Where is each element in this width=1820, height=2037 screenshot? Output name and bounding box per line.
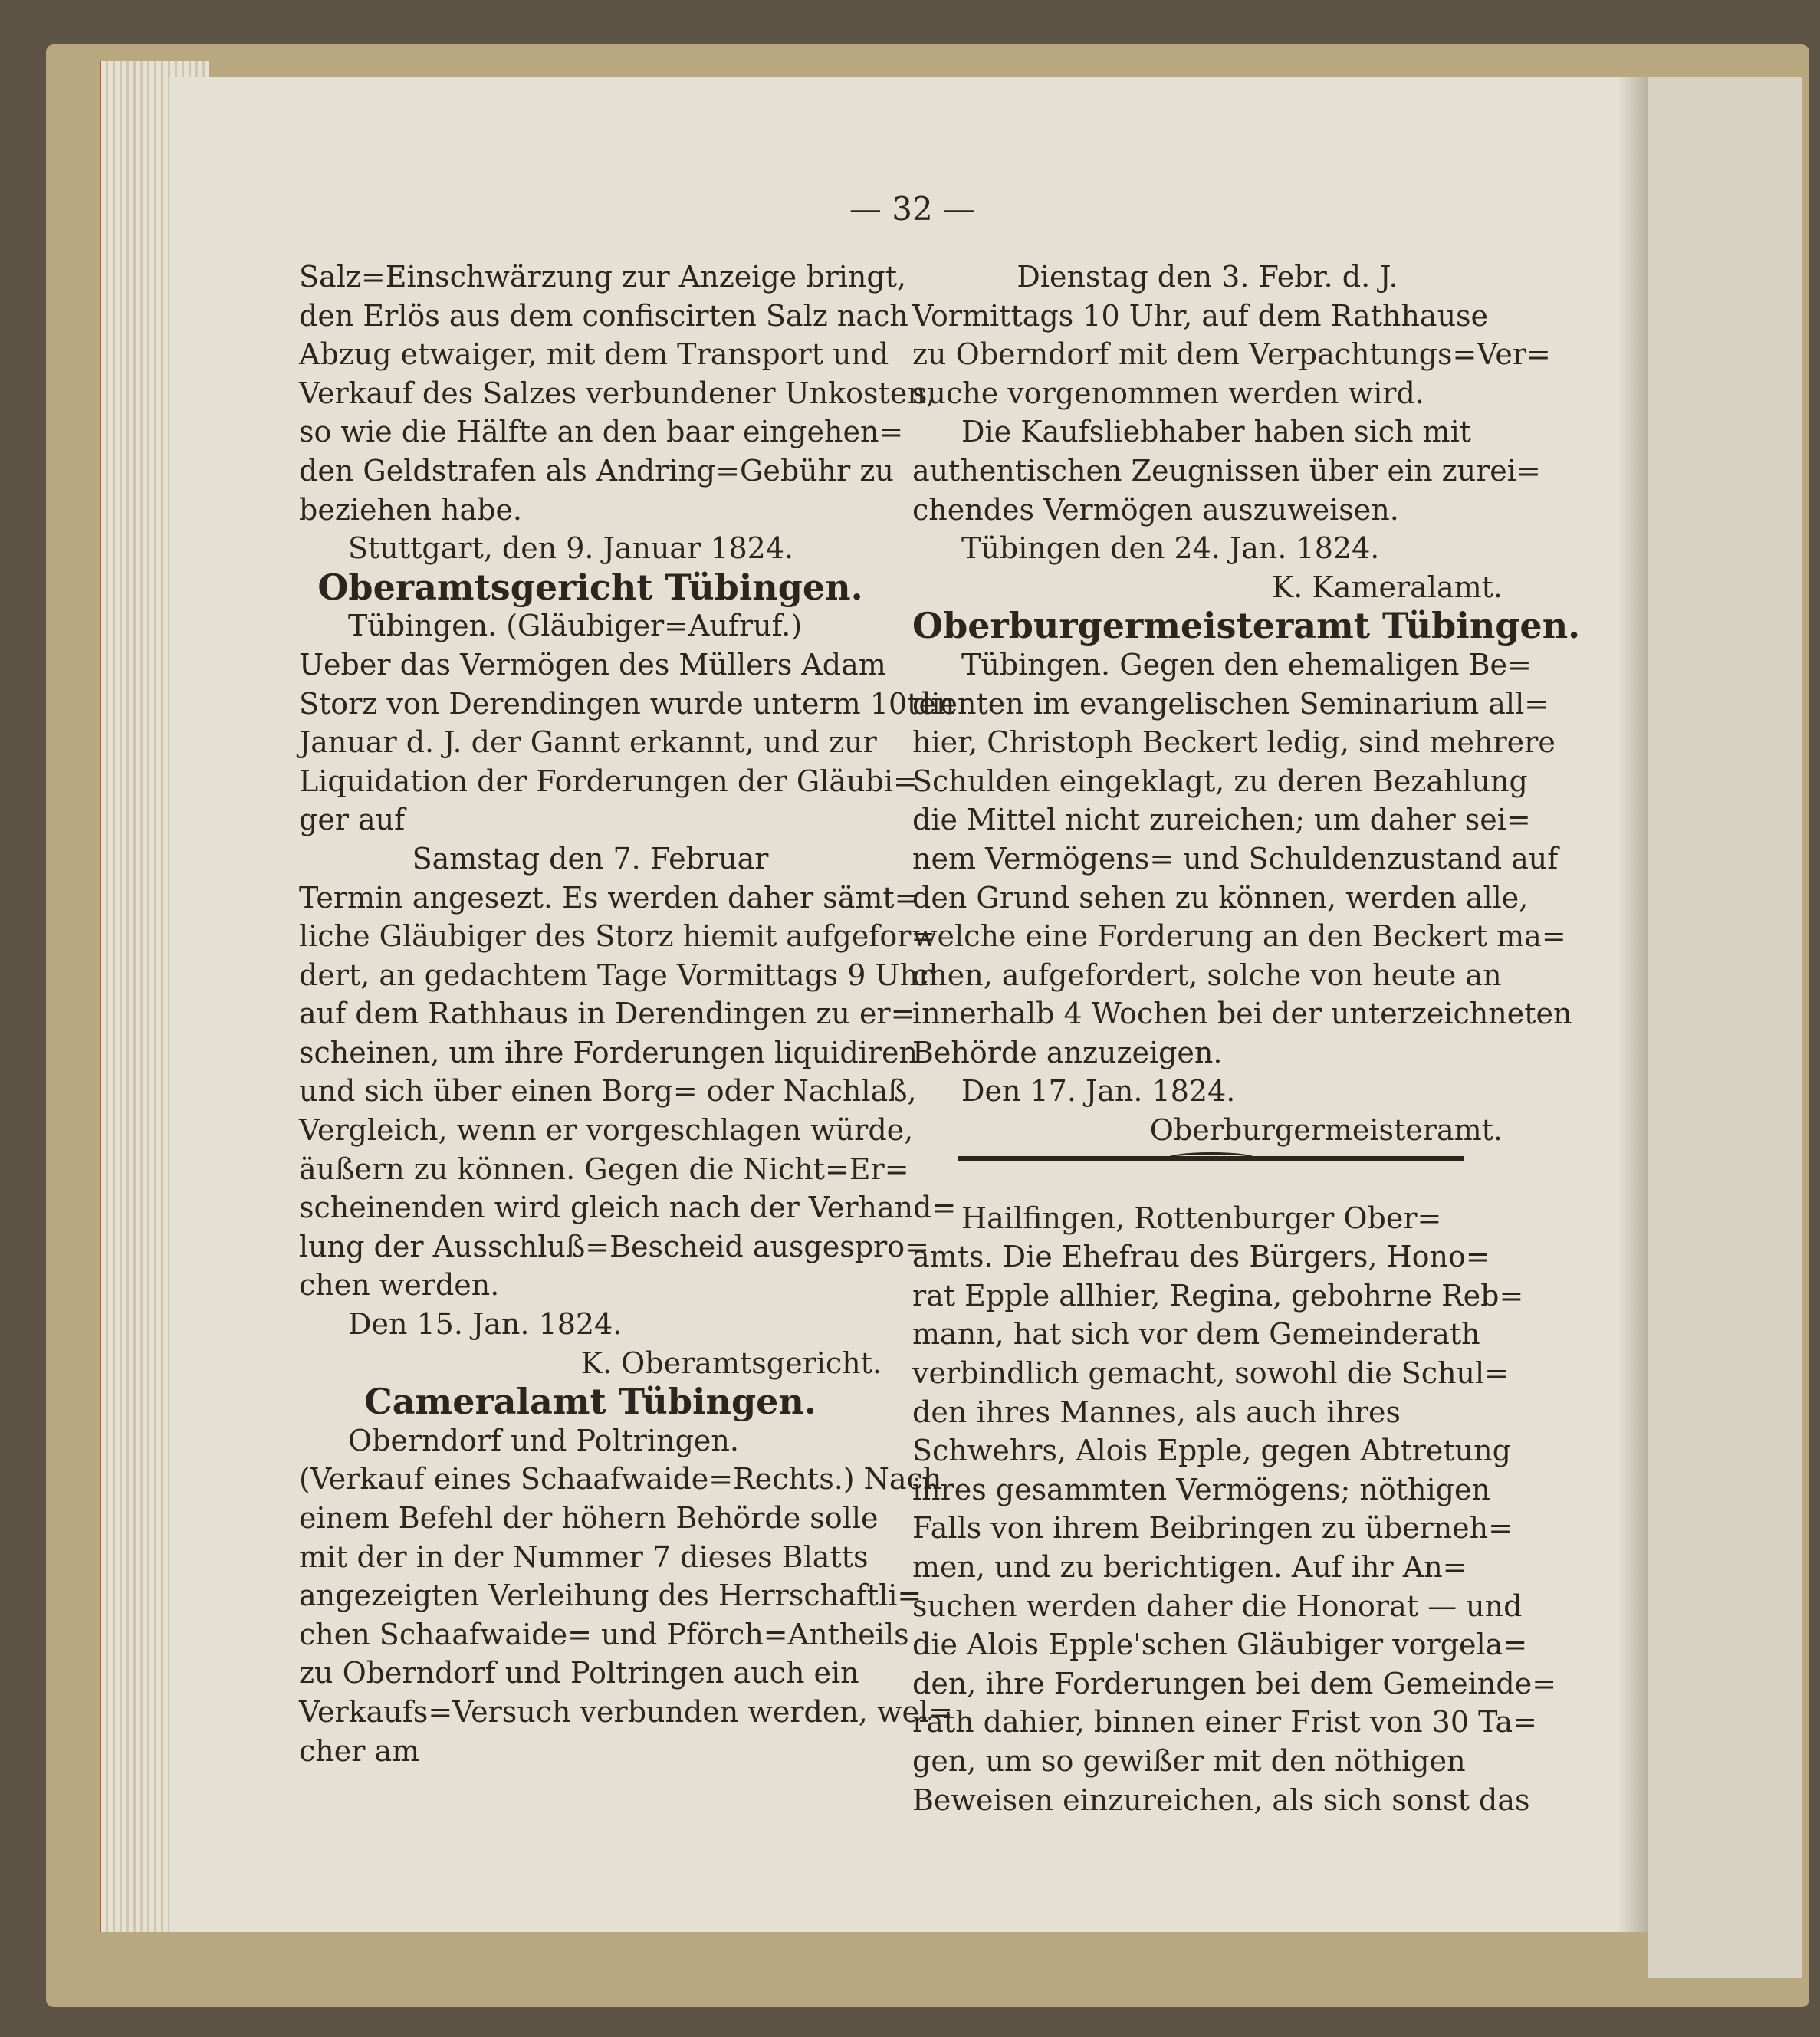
text-line: chen werden. bbox=[299, 1268, 500, 1303]
facing-page bbox=[1648, 77, 1802, 1978]
text-line: angezeigten Verleihung des Herrschaftli= bbox=[299, 1579, 922, 1613]
text-line: ihres gesammten Vermögens; nöthigen bbox=[912, 1472, 1490, 1506]
date-centered: Dienstag den 3. Febr. d. J. bbox=[1017, 260, 1398, 294]
text-line: Oberndorf und Poltringen. bbox=[348, 1423, 739, 1457]
text-line: chen, aufgefordert, solche von heute an bbox=[912, 958, 1502, 992]
text-line: verbindlich gemacht, sowohl die Schul= bbox=[912, 1356, 1510, 1391]
page-number: — 32 — bbox=[849, 190, 976, 228]
text-line: Beweisen einzureichen, als sich sonst das bbox=[912, 1782, 1530, 1817]
text-line: Abzug etwaiger, mit dem Transport und bbox=[299, 337, 889, 372]
text-line: suchen werden daher die Honorat — und bbox=[912, 1589, 1523, 1623]
text-line: liche Gläubiger des Storz hiemit aufgefor= bbox=[299, 919, 936, 954]
right-column bbox=[912, 258, 1581, 1819]
left-column bbox=[299, 258, 957, 1770]
text-line: Storz von Derendingen wurde unterm 10ten bbox=[299, 686, 955, 721]
text-line: beziehen habe. bbox=[299, 492, 523, 527]
text-line: und sich über einen Borg= oder Nachlaß, bbox=[299, 1074, 917, 1109]
text-line: Die Kaufsliebhaber haben sich mit bbox=[961, 415, 1472, 449]
text-line: Ueber das Vermögen des Müllers Adam bbox=[299, 647, 886, 682]
text-line: scheinen, um ihre Forderungen liquidiren bbox=[299, 1035, 918, 1069]
text-line: mit der in der Nummer 7 dieses Blatts bbox=[299, 1539, 869, 1574]
signature: K. Oberamtsgericht. bbox=[580, 1345, 882, 1380]
text-line: Liquidation der Forderungen der Gläubi= bbox=[299, 764, 918, 798]
text-line: Januar d. J. der Gannt erkannt, und zur bbox=[299, 725, 877, 760]
text-line: men, und zu berichtigen. Auf ihr An= bbox=[912, 1550, 1467, 1584]
text-line: Hailfingen, Rottenburger Ober= bbox=[961, 1201, 1442, 1235]
text-line: den Geldstrafen als Andring=Gebühr zu bbox=[299, 453, 894, 488]
text-line: welche eine Forderung an den Beckert ma= bbox=[912, 919, 1566, 954]
text-line: gen, um so gewißer mit den nöthigen bbox=[912, 1743, 1466, 1778]
text-line: den ihres Mannes, als auch ihres bbox=[912, 1395, 1401, 1429]
text-line: Tübingen. Gegen den ehemaligen Be= bbox=[961, 647, 1532, 682]
text-line: rath dahier, binnen einer Frist von 30 Ta= bbox=[912, 1705, 1537, 1740]
text-line: chendes Vermögen auszuweisen. bbox=[912, 492, 1399, 527]
section-heading: Cameralamt Tübingen. bbox=[364, 1381, 816, 1423]
text-line: cher am bbox=[299, 1733, 420, 1768]
text-line: Schulden eingeklagt, zu deren Bezahlung bbox=[912, 764, 1528, 798]
text-line: rat Epple allhier, Regina, gebohrne Reb= bbox=[912, 1278, 1524, 1313]
text-line: (Verkauf eines Schaafwaide=Rechts.) Nach bbox=[299, 1462, 942, 1497]
text-line: amts. Die Ehefrau des Bürgers, Hono= bbox=[912, 1240, 1490, 1274]
text-line: Termin angesezt. Es werden daher sämt= bbox=[299, 880, 919, 915]
section-heading: Oberamtsgericht Tübingen. bbox=[317, 566, 863, 608]
text-line: Verkaufs=Versuch verbunden werden, wel= bbox=[299, 1694, 953, 1729]
text-line: die Alois Epple'schen Gläubiger vorgela= bbox=[912, 1628, 1528, 1662]
text-line: auf dem Rathhaus in Derendingen zu er= bbox=[299, 997, 915, 1031]
text-line: dert, an gedachtem Tage Vormittags 9 Uhr bbox=[299, 958, 933, 992]
text-line: hier, Christoph Beckert ledig, sind mehrere bbox=[912, 725, 1556, 760]
text-line: Tübingen. (Gläubiger=Aufruf.) bbox=[348, 609, 803, 643]
text-line: innerhalb 4 Wochen bei der unterzeichneten bbox=[912, 997, 1572, 1031]
separator-ornament bbox=[1165, 1152, 1257, 1165]
text-line: den Erlös aus dem confiscirten Salz nach bbox=[299, 298, 908, 333]
text-line: zu Oberndorf und Poltringen auch ein bbox=[299, 1656, 859, 1690]
text-line: authentischen Zeugnissen über ein zurei= bbox=[912, 453, 1541, 488]
date-centered: Samstag den 7. Februar bbox=[412, 841, 769, 876]
dateline: Stuttgart, den 9. Januar 1824. bbox=[348, 531, 794, 566]
text-line: äußern zu können. Gegen die Nicht=Er= bbox=[299, 1152, 909, 1186]
text-line: einem Befehl der höhern Behörde solle bbox=[299, 1501, 879, 1535]
text-line: den, ihre Forderungen bei dem Gemeinde= bbox=[912, 1666, 1557, 1700]
text-line: Salz=Einschwärzung zur Anzeige bringt, bbox=[299, 260, 907, 294]
dateline: Den 17. Jan. 1824. bbox=[961, 1074, 1236, 1109]
text-line: den Grund sehen zu können, werden alle, bbox=[912, 880, 1529, 915]
text-line: dienten im evangelischen Seminarium all= bbox=[912, 686, 1549, 721]
signature: Oberburgermeisteramt. bbox=[1149, 1113, 1503, 1148]
text-line: lung der Ausschluß=Bescheid ausgespro= bbox=[299, 1229, 929, 1263]
text-line: scheinenden wird gleich nach der Verhand= bbox=[299, 1191, 957, 1225]
text-line: ger auf bbox=[299, 803, 406, 837]
text-line: Verkauf des Salzes verbundener Unkosten, bbox=[299, 376, 935, 410]
text-line: zu Oberndorf mit dem Verpachtungs=Ver= bbox=[912, 337, 1551, 372]
text-line: so wie die Hälfte an den baar eingehen= bbox=[299, 415, 904, 449]
text-line: die Mittel nicht zureichen; um daher sei= bbox=[912, 803, 1531, 837]
signature: K. Kameralamt. bbox=[1271, 570, 1503, 604]
text-line: chen Schaafwaide= und Pförch=Antheils bbox=[299, 1617, 909, 1651]
text-line: Behörde anzuzeigen. bbox=[912, 1035, 1223, 1069]
text-line: Vergleich, wenn er vorgeschlagen würde, bbox=[299, 1113, 914, 1148]
text-line: Schwehrs, Alois Epple, gegen Abtretung bbox=[912, 1434, 1511, 1468]
text-line: Falls von ihrem Beibringen zu überneh= bbox=[912, 1511, 1513, 1546]
text-line: nem Vermögens= und Schuldenzustand auf bbox=[912, 841, 1559, 876]
text-line: Vormittags 10 Uhr, auf dem Rathhause bbox=[912, 298, 1489, 333]
dateline: Den 15. Jan. 1824. bbox=[348, 1307, 623, 1342]
dateline: Tübingen den 24. Jan. 1824. bbox=[961, 531, 1380, 566]
text-line: mann, hat sich vor dem Gemeinderath bbox=[912, 1317, 1480, 1352]
section-heading: Oberburgermeisteramt Tübingen. bbox=[912, 605, 1581, 647]
text-line: suche vorgenommen werden wird. bbox=[912, 376, 1424, 410]
